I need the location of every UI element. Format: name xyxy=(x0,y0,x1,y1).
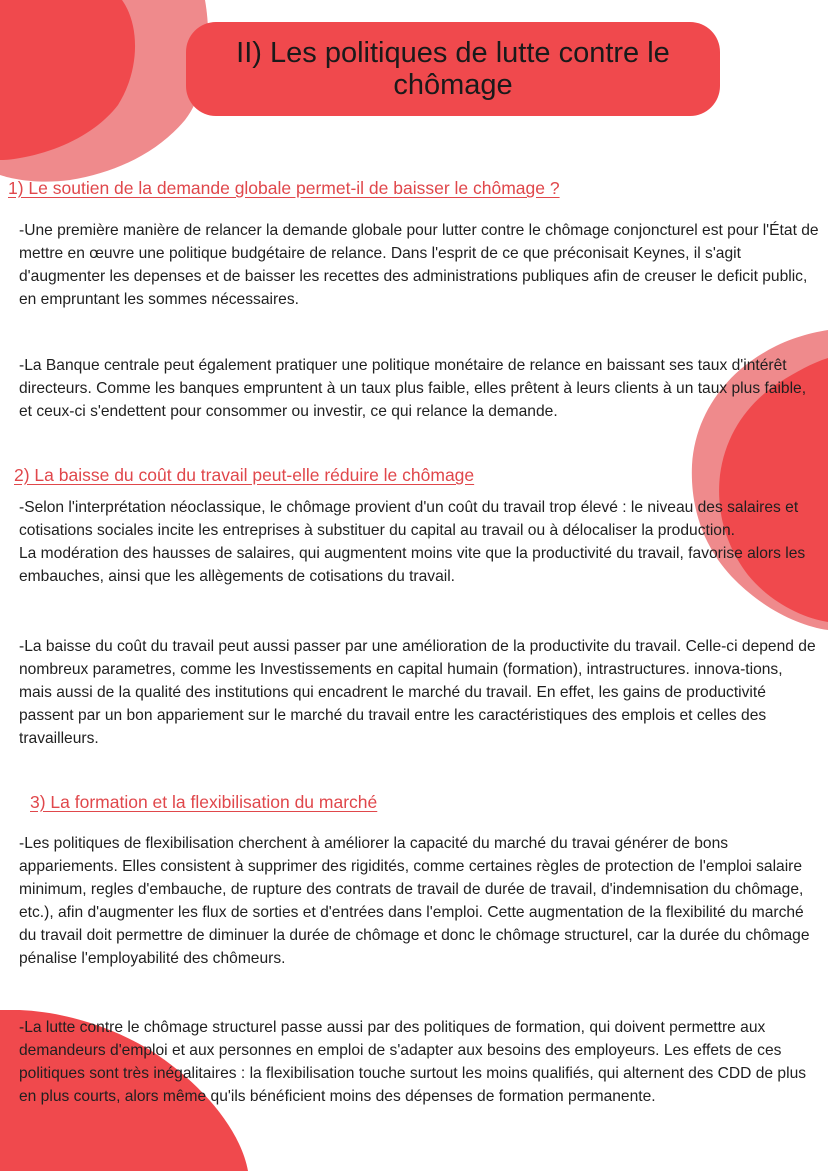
paragraph: -La lutte contre le chômage structurel passe aussi par des politiques de formation, qui doivent permettre aux demandeurs d'emploi et aux personnes en emploi de s'adapter aux besoins des employeurs. Les effets de ces politiques sont très inégalitaires : la flexibilisation touche surtout les moins qualifiés, qui alternent des CDD de plus en plus courts, alors même qu'ils bénéficient moins des dépenses de formation permanente. xyxy=(19,1019,807,1105)
paragraph: -La baisse du coût du travail peut aussi passer par une amélioration de la productivite du travail. Celle-ci depend de nombreux parametres, comme les Investissements en capital humain (formation), intrastructures. innova-tions, mais aussi de la qualité des institutions qui encadrent le marché du travail. En effet, les gains de productivité passent par un bon appariement sur le marché du travail entre les caractéristiques des emplois et celles des travailleurs. xyxy=(19,638,816,747)
page-title: II) Les politiques de lutte contre le chômage xyxy=(236,37,670,101)
paragraph: -Les politiques de flexibilisation cherchent à améliorer la capacité du marché du travai générer de bons appariements. Elles consistent à supprimer des rigidités, comme certaines règles de protection de l'emploi salaire minimum, regles d'embauche, de rupture des contrats de travail de durée de travail, d'indemnisation du chômage, etc.), afin d'augmenter les flux de sorties et d'entrées dans l'emploi. Cette augmentation de la flexibilité du marché du travail doit permettre de diminuer la durée de chômage et donc le chômage structurel, car la durée du chômage pénalise l'employabilité des chômeurs. xyxy=(19,835,810,967)
paragraph: -Selon l'interprétation néoclassique, le chômage provient d'un coût du travail trop élevé : le niveau des salaires et cotisations sociales incite les entreprises à substituer du capital au travail ou à délocaliser la production. La modération des hausses de salaires, qui augmentent moins vite que la productivité du travail, favorise alors les embauches, ainsi que les allègements de cotisations du travail. xyxy=(19,499,806,585)
section-heading-1: 1) Le soutien de la demande globale permet-il de baisser le chômage ? xyxy=(8,178,560,198)
section-heading-3: 3) La formation et la flexibilisation du marché xyxy=(30,792,378,812)
section-heading-2: 2) La baisse du coût du travail peut-elle réduire le chômage xyxy=(14,465,475,485)
paragraph: -La Banque centrale peut également pratiquer une politique monétaire de relance en baissant ses taux d'intérêt directeurs. Comme les banques empruntent à un taux plus faible, elles prêtent à leurs clients à un taux plus faible, et ceux-ci s'endettent pour consommer ou investir, ce qui relance la demande. xyxy=(19,357,807,420)
paragraph: -Une première manière de relancer la demande globale pour lutter contre le chômage conjoncturel est pour l'État de mettre en œuvre une politique budgétaire de relance. Dans l'esprit de ce que préconisait Keynes, il s'agit d'augmenter les depenses et de baisser les recettes des administrations publiques afin de creuser le deficit public, en empruntant les sommes nécessaires. xyxy=(19,222,819,308)
title-banner xyxy=(186,22,720,116)
